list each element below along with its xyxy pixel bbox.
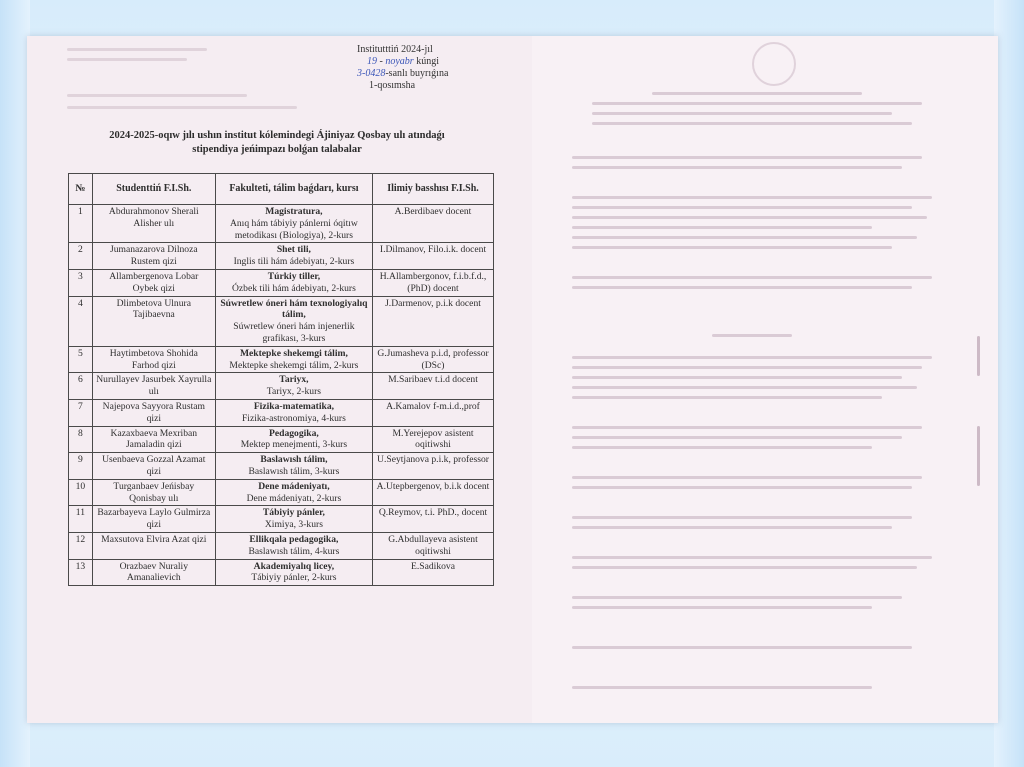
table-row bbox=[69, 506, 494, 533]
title-line-1: 2024-2025-oqıw jılı ushın institut kólemindegi Ájiniyaz Qosbay ulı atındaǵı bbox=[109, 130, 445, 141]
student-name: Haytimbetova Shohida Farhod qizi bbox=[92, 346, 215, 373]
bleed-line bbox=[67, 48, 207, 51]
supervisor-name: J.Darmenov, p.i.k docent bbox=[373, 296, 494, 346]
faint-text-line bbox=[572, 516, 912, 519]
faculty-cell bbox=[215, 399, 372, 426]
row-number: 11 bbox=[69, 506, 93, 533]
row-number: 1 bbox=[69, 205, 93, 243]
faint-text-line bbox=[572, 396, 882, 399]
row-number: 8 bbox=[69, 426, 93, 453]
faculty-name: Magistratura, bbox=[265, 206, 323, 217]
faint-text-line bbox=[572, 606, 872, 609]
table-row bbox=[69, 532, 494, 559]
bleed-line bbox=[67, 106, 297, 109]
faculty-cell bbox=[215, 243, 372, 270]
faint-text-line bbox=[572, 376, 902, 379]
student-name: Abdurahmonov Sherali Alisher ulı bbox=[92, 205, 215, 243]
faculty-detail: Dene mádeniyatı, 2-kurs bbox=[246, 492, 342, 504]
faculty-cell bbox=[215, 479, 372, 506]
faculty-name: Baslawısh tálim, bbox=[260, 454, 328, 466]
faint-text-line bbox=[572, 566, 917, 569]
title-line-2: stipendiya jeńimpazı bolǵan talabalar bbox=[192, 144, 362, 155]
faculty-cell bbox=[215, 296, 372, 346]
supervisor-name: Q.Reymov, t.i. PhD., docent bbox=[373, 506, 494, 533]
row-number: 3 bbox=[69, 269, 93, 296]
scholarship-winners-table bbox=[68, 173, 494, 586]
student-name: Allambergenova Lobar Oybek qizi bbox=[92, 269, 215, 296]
faculty-name: Ellikqala pedagogika, bbox=[249, 533, 339, 545]
document-title bbox=[72, 129, 482, 157]
faint-text-line bbox=[572, 386, 917, 389]
faculty-name: Súwretlew óneri hám texnologiyalıq tálim, bbox=[220, 297, 368, 321]
row-number: 6 bbox=[69, 373, 93, 400]
row-number: 4 bbox=[69, 296, 93, 346]
supervisor-name: A.Berdibaev docent bbox=[373, 205, 494, 243]
table-row bbox=[69, 205, 494, 243]
handwritten-month: noyabr bbox=[385, 56, 414, 67]
handwritten-order-number: 3-0428 bbox=[357, 68, 386, 79]
faculty-cell bbox=[215, 559, 372, 586]
faint-text-line bbox=[592, 102, 922, 105]
faint-text-line bbox=[572, 646, 912, 649]
faint-text-line bbox=[572, 526, 892, 529]
approval-line-4: 1-qosımsha bbox=[369, 80, 416, 91]
header-faculty: Fakulteti, tálim baǵdarı, kursı bbox=[215, 174, 372, 205]
faint-text-line bbox=[572, 356, 932, 359]
row-number: 7 bbox=[69, 399, 93, 426]
table-row bbox=[69, 479, 494, 506]
faculty-detail: Ózbek tili hám ádebiyatı, 2-kurs bbox=[231, 282, 356, 294]
faint-text-line bbox=[572, 246, 892, 249]
faint-text-line bbox=[572, 596, 902, 599]
row-number: 12 bbox=[69, 532, 93, 559]
faculty-detail: Baslawısh tálim, 3-kurs bbox=[248, 465, 340, 477]
table-row bbox=[69, 399, 494, 426]
faculty-name: Mektepke shekemgi tálim, bbox=[239, 347, 348, 359]
faint-text-line bbox=[572, 436, 902, 439]
faculty-detail: Mektepke shekemgi tálim, 2-kurs bbox=[229, 359, 359, 371]
slide-frame-right bbox=[994, 0, 1024, 767]
faculty-cell bbox=[215, 426, 372, 453]
student-name: Dlimbetova Ulnura Tajibaevna bbox=[92, 296, 215, 346]
faculty-name: Túrkiy tiller, bbox=[267, 270, 321, 282]
faculty-name: Fizika-matematika, bbox=[253, 400, 335, 412]
header-number: № bbox=[69, 174, 93, 205]
supervisor-name: G.Abdullayeva asistent oqitiwshi bbox=[373, 532, 494, 559]
table-row bbox=[69, 373, 494, 400]
table-row bbox=[69, 426, 494, 453]
faculty-detail: Inglis tili hám ádebiyatı, 2-kurs bbox=[233, 256, 355, 268]
faint-text-line bbox=[572, 166, 902, 169]
approval-order-label: -sanlı buyrıǵına bbox=[385, 68, 449, 79]
faculty-detail: Anıq hám tábiyiy pánlerni óqitıw metodikası (Biologiya), 2-kurs bbox=[229, 217, 358, 241]
table-header-row bbox=[69, 174, 494, 205]
faculty-detail: Fizika-astronomiya, 4-kurs bbox=[241, 412, 346, 424]
header-supervisor: Ilimiy basshısı F.I.Sh. bbox=[373, 174, 494, 205]
student-name: Nurullayev Jasurbek Xayrulla ulı bbox=[92, 373, 215, 400]
row-number: 5 bbox=[69, 346, 93, 373]
approval-line-2: 19 - noyabr kúngi bbox=[367, 56, 439, 67]
scanned-document bbox=[27, 36, 998, 723]
bleed-line bbox=[67, 58, 187, 61]
faint-text-line bbox=[572, 686, 872, 689]
approval-day-label: kúngi bbox=[416, 56, 439, 67]
approval-stamp-text bbox=[357, 44, 517, 92]
left-page bbox=[27, 36, 532, 723]
approval-line-3 bbox=[357, 68, 517, 80]
faculty-detail: Tábiyiy pánler, 2-kurs bbox=[251, 572, 337, 584]
faint-text-line bbox=[572, 206, 912, 209]
faint-text-line bbox=[572, 366, 922, 369]
faculty-name: Akademiyalıq licey, bbox=[253, 560, 335, 572]
table-row bbox=[69, 296, 494, 346]
slide-frame-left bbox=[0, 0, 30, 767]
faculty-cell bbox=[215, 453, 372, 480]
faculty-cell bbox=[215, 269, 372, 296]
faculty-cell bbox=[215, 506, 372, 533]
faculty-detail: Tariyx, 2-kurs bbox=[266, 386, 322, 398]
student-name: Kazaxbaeva Mexriban Jamaladin qizi bbox=[92, 426, 215, 453]
table-row bbox=[69, 346, 494, 373]
faint-text-line bbox=[572, 276, 932, 279]
faculty-detail: Mektep menejmenti, 3-kurs bbox=[240, 439, 348, 451]
supervisor-name: M.Yerejepov asistent oqitiwshi bbox=[373, 426, 494, 453]
handwritten-day: 19 bbox=[367, 56, 377, 67]
supervisor-name: I.Dilmanov, Filo.i.k. docent bbox=[373, 243, 494, 270]
faint-text-line bbox=[572, 426, 922, 429]
student-name: Maxsutova Elvira Azat qizi bbox=[92, 532, 215, 559]
margin-mark bbox=[977, 426, 980, 486]
faculty-cell bbox=[215, 346, 372, 373]
supervisor-name: M.Saribaev t.i.d docent bbox=[373, 373, 494, 400]
right-page bbox=[532, 36, 998, 723]
student-name: Turganbaev Jeńisbay Qonisbay ulı bbox=[92, 479, 215, 506]
faculty-name: Pedagogika, bbox=[268, 427, 319, 439]
supervisor-name: G.Jumasheva p.i.d, professor (DSc) bbox=[373, 346, 494, 373]
faculty-detail: Baslawısh tálim, 4-kurs bbox=[248, 545, 340, 557]
faint-text-line bbox=[572, 216, 927, 219]
table-row bbox=[69, 243, 494, 270]
faculty-cell bbox=[215, 532, 372, 559]
faculty-detail: Súwretlew óneri hám injenerlik grafikası, 3-kurs bbox=[233, 321, 355, 344]
table-row bbox=[69, 453, 494, 480]
header-student-name: Studenttiń F.I.Sh. bbox=[92, 174, 215, 205]
student-name: Bazarbayeva Laylo Gulmirza qizi bbox=[92, 506, 215, 533]
supervisor-name: E.Sadikova bbox=[373, 559, 494, 586]
faint-text-line bbox=[592, 112, 892, 115]
faculty-name: Tábiyiy pánler, bbox=[262, 507, 325, 519]
faculty-name: Dene mádeniyatı, bbox=[258, 480, 330, 492]
row-number: 13 bbox=[69, 559, 93, 586]
faint-text-line bbox=[572, 556, 932, 559]
supervisor-name: H.Allambergonov, f.i.b.f.d., (PhD) docent bbox=[373, 269, 494, 296]
student-name: Najepova Sayyora Rustam qizi bbox=[92, 399, 215, 426]
bleed-line bbox=[67, 94, 247, 97]
supervisor-name: A.Utepbergenov, b.i.k docent bbox=[373, 479, 494, 506]
approval-line-1: Institutttiń 2024-jıl bbox=[357, 44, 433, 55]
supervisor-name: U.Seytjanova p.i.k, professor bbox=[373, 453, 494, 480]
faint-text-line bbox=[712, 334, 792, 337]
faculty-cell bbox=[215, 205, 372, 243]
faint-text-line bbox=[572, 226, 872, 229]
row-number: 10 bbox=[69, 479, 93, 506]
faint-text-line bbox=[572, 476, 922, 479]
faint-text-line bbox=[572, 286, 912, 289]
row-number: 2 bbox=[69, 243, 93, 270]
faint-text-line bbox=[572, 236, 917, 239]
faint-text-line bbox=[572, 486, 912, 489]
table-row bbox=[69, 269, 494, 296]
row-number: 9 bbox=[69, 453, 93, 480]
faint-text-line bbox=[652, 92, 862, 95]
faculty-name: Tariyx, bbox=[279, 374, 309, 386]
faint-text-line bbox=[572, 156, 922, 159]
faculty-cell bbox=[215, 373, 372, 400]
faint-text-line bbox=[592, 122, 912, 125]
student-name: Orazbaev Nuraliy Amanalievich bbox=[92, 559, 215, 586]
table-row bbox=[69, 559, 494, 586]
faint-seal bbox=[752, 42, 796, 86]
faculty-detail: Ximiya, 3-kurs bbox=[264, 519, 323, 531]
faculty-name: Shet tili, bbox=[276, 244, 311, 256]
margin-mark bbox=[977, 336, 980, 376]
student-name: Jumanazarova Dilnoza Rustem qizi bbox=[92, 243, 215, 270]
supervisor-name: A.Kamalov f-m.i.d.,prof bbox=[373, 399, 494, 426]
faint-text-line bbox=[572, 446, 872, 449]
faint-text-line bbox=[572, 196, 932, 199]
student-name: Usenbaeva Gozzal Azamat qizi bbox=[92, 453, 215, 480]
